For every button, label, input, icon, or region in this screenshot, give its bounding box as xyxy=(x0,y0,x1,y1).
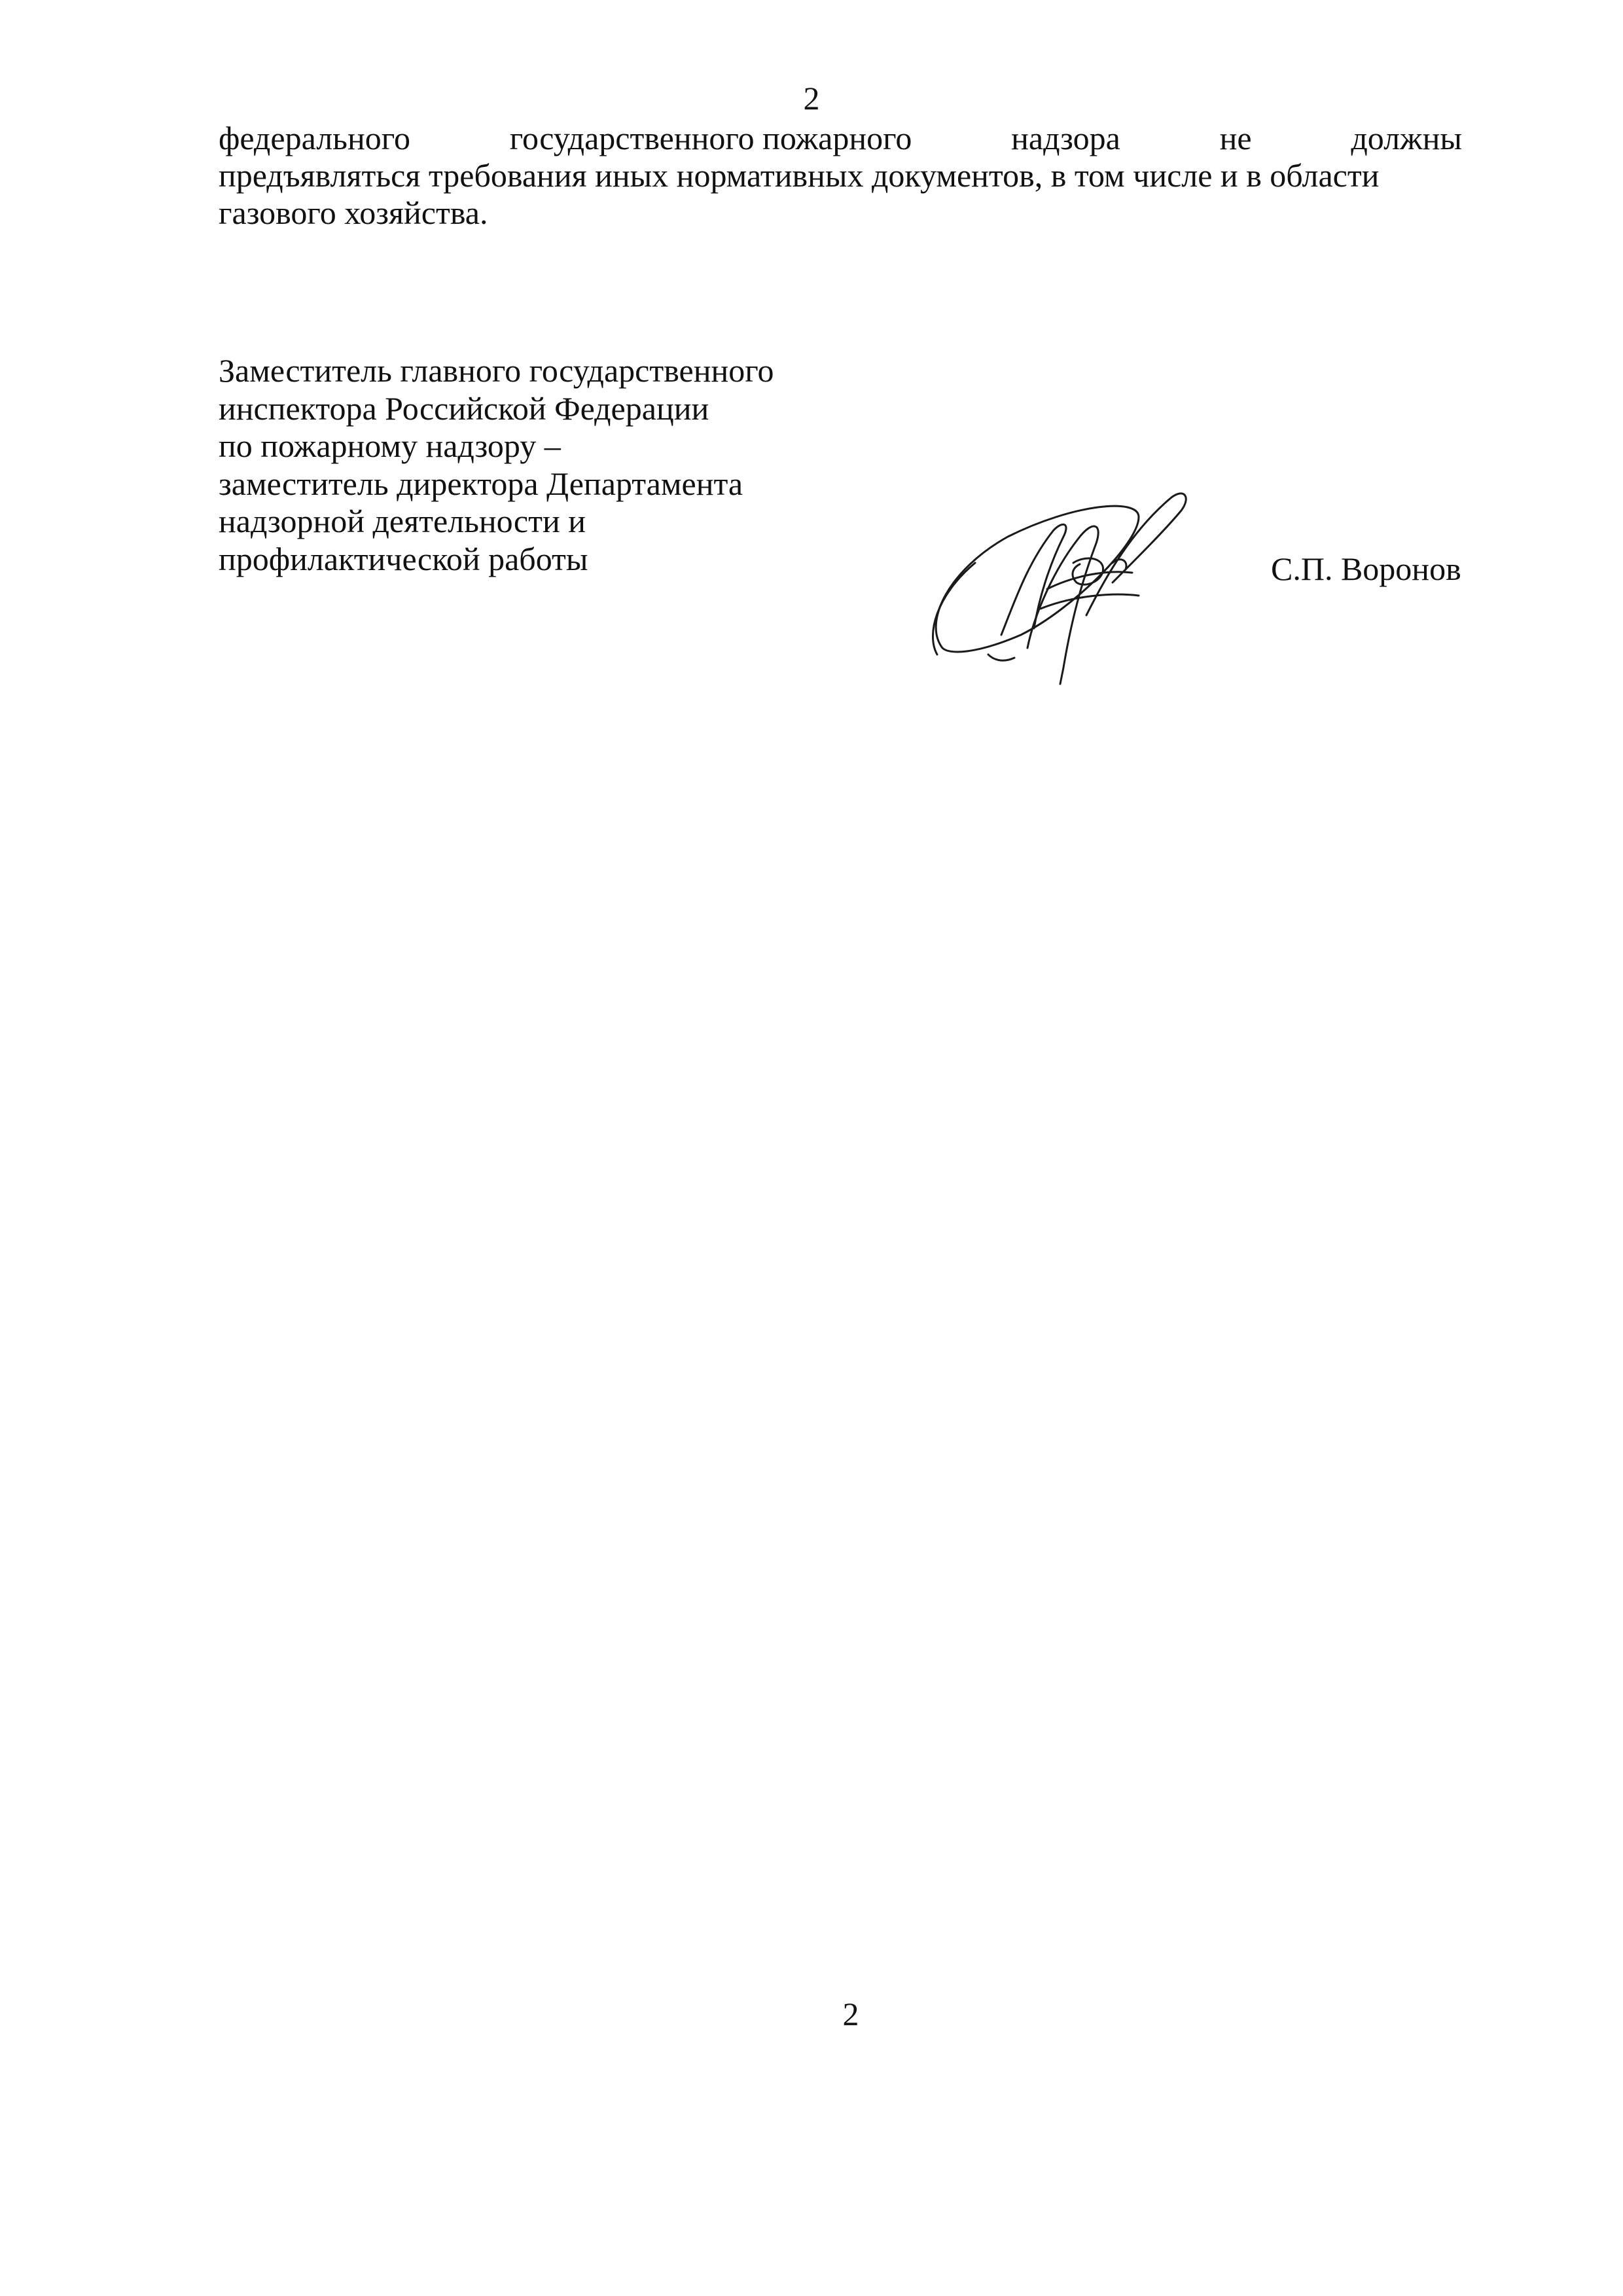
signatory-title-line: инспектора Российской Федерации xyxy=(219,389,709,427)
paragraph-line-1 xyxy=(219,120,1462,157)
signatory-name: С.П. Воронов xyxy=(1271,550,1461,587)
paragraph-line-3: газового хозяйства. xyxy=(219,194,488,231)
signatory-title-line: профилактической работы xyxy=(219,540,588,577)
signatory-title-line: надзорной деятельности и xyxy=(219,503,586,539)
page-number-bottom: 2 xyxy=(842,1996,859,2032)
paragraph-word: не xyxy=(1219,120,1252,156)
page-number-top: 2 xyxy=(803,80,820,117)
signatory-title-block xyxy=(219,352,774,578)
signatory-title-line: Заместитель главного государственного xyxy=(219,352,774,389)
paragraph-word: федерального xyxy=(219,120,410,156)
body-paragraph xyxy=(219,120,1462,232)
handwritten-signature xyxy=(923,458,1204,687)
paragraph-line-2: предъявляться требования иных нормативных документов, в том числе и в области xyxy=(219,157,1380,194)
paragraph-word: должны xyxy=(1351,120,1462,156)
signatory-title-line: заместитель директора Департамента xyxy=(219,465,743,502)
paragraph-word: государственного пожарного xyxy=(509,120,912,156)
signatory-title-line: по пожарному надзору – xyxy=(219,427,561,464)
paragraph-word: надзора xyxy=(1011,120,1120,156)
